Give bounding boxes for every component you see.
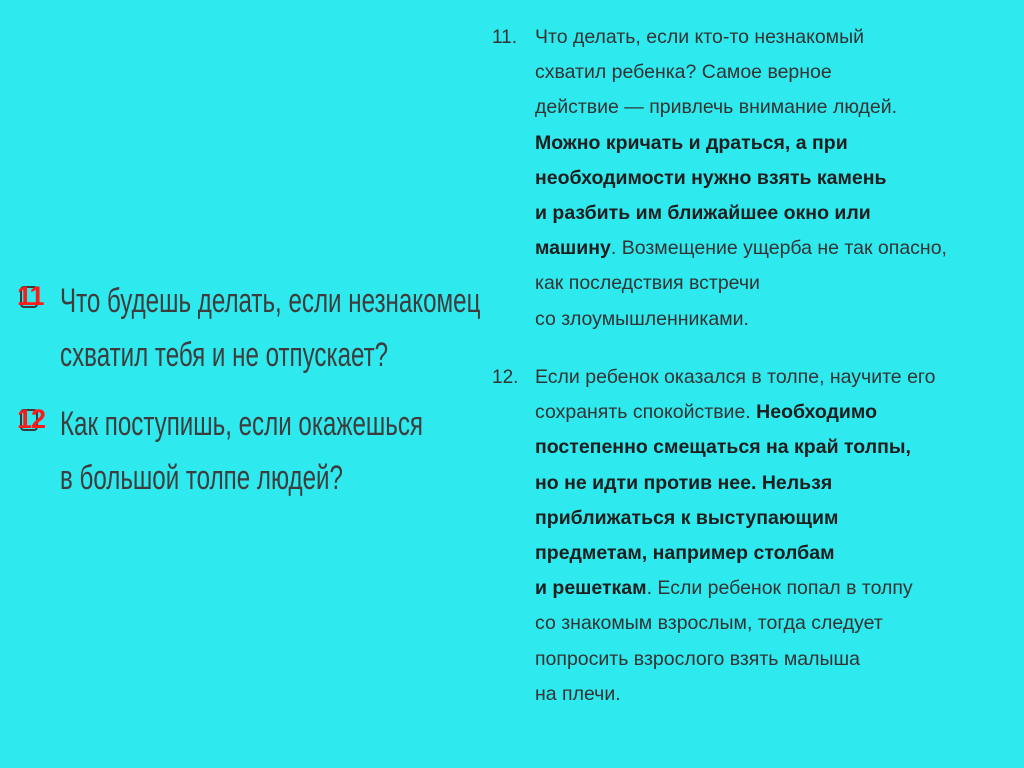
answer-number: 11.: [492, 27, 518, 48]
answer-line: [535, 20, 1024, 55]
question-text: [60, 397, 486, 505]
answer-line: [535, 302, 1024, 337]
answer-emphasis: Необходимо: [756, 401, 877, 424]
answer-line: [535, 55, 1024, 90]
answer-emphasis: Можно кричать и драться, а при: [535, 131, 848, 154]
answer-run: на плечи.: [535, 682, 621, 705]
answer-emphasis: но не идти против нее. Нельзя: [535, 471, 833, 494]
answer-line: [535, 571, 1024, 606]
answer-line: [535, 606, 1024, 641]
question-number-badge: [8, 405, 44, 435]
answer-line: [535, 161, 1024, 196]
answer-line: [535, 126, 1024, 161]
questions-panel: [0, 0, 500, 768]
answer-text: [535, 20, 1024, 337]
answer-emphasis: и разбить им ближайшее окно или: [535, 202, 871, 225]
answers-panel: [492, 0, 1022, 768]
answer-emphasis: предметам, например столбам: [535, 542, 835, 565]
question-number: 11: [17, 281, 44, 311]
question-line: Как поступишь, если окажешься: [60, 405, 424, 443]
answer-line: [535, 642, 1024, 677]
question-number-badge: [8, 282, 44, 312]
answer-line: [535, 196, 1024, 231]
answer-line: [535, 360, 1024, 395]
answer-line: [535, 430, 1024, 465]
question-line: Что будешь делать, если незнакомец: [60, 282, 481, 320]
answer-run: Что делать, если кто-то незнакомый: [535, 26, 864, 48]
answer-emphasis: машину: [535, 237, 611, 260]
answer-run: как последствия встречи: [535, 272, 760, 295]
answer-run: Если ребенок оказался в толпе, научите его: [535, 366, 936, 388]
answer-emphasis: и решеткам: [535, 577, 647, 600]
answer-line: [535, 536, 1024, 571]
answer-line: [535, 677, 1024, 712]
answer-emphasis: постепенно смещаться на край толпы,: [535, 436, 911, 459]
answer-number: 12.: [492, 367, 519, 388]
answer-run: схватил ребенка? Самое верное: [535, 61, 832, 84]
answer-text: [535, 360, 1024, 712]
answer-run: действие — привлечь внимание людей.: [535, 96, 898, 119]
answer-run: со злоумышленниками.: [535, 307, 749, 330]
question-line: схватил тебя и не отпускает?: [60, 336, 389, 374]
answer-emphasis: приближаться к выступающим: [535, 506, 839, 529]
answer-run: . Если ребенок попал в толпу: [646, 577, 913, 600]
answer-line: [535, 501, 1024, 536]
answer-emphasis: необходимости нужно взять камень: [535, 166, 887, 189]
question-line: в большой толпе людей?: [60, 459, 343, 497]
answer-line: [535, 266, 1024, 301]
answer-line: [535, 466, 1024, 501]
answer-run: сохранять спокойствие.: [535, 401, 757, 424]
answer-line: [535, 231, 1024, 266]
answer-run: . Возмещение ущерба не так опасно,: [610, 237, 947, 260]
answer-run: попросить взрослого взять малыша: [535, 647, 860, 670]
answer-line: [535, 90, 1024, 125]
answer-run: со знакомым взрослым, тогда следует: [535, 612, 883, 635]
question-text: [60, 274, 486, 382]
question-number: 12: [17, 404, 46, 434]
answer-line: [535, 395, 1024, 430]
